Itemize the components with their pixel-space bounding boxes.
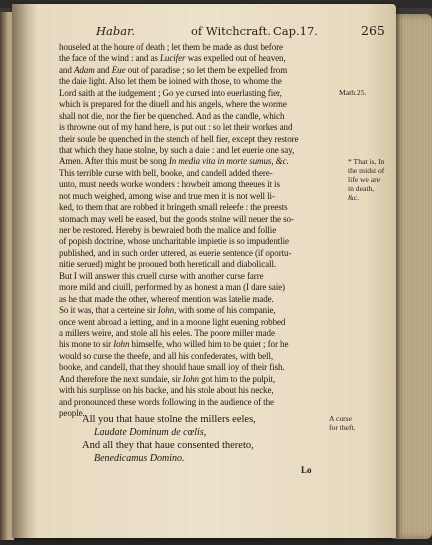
body-text [59, 42, 355, 419]
text-line [59, 42, 355, 53]
verse-line: Laudate Dominum de cœlis, [94, 427, 207, 438]
text-line [59, 156, 355, 167]
text-segment: And therefore the next sundaie, sir [59, 373, 183, 384]
text-line [59, 236, 355, 247]
margin-note-line: the midst of [348, 166, 385, 175]
text-segment: houseled at the houre of death ; let them be made as dust before [59, 42, 283, 52]
text-segment: This terrible curse with bell, booke, and candell added there- [59, 167, 273, 178]
text-segment: with his surplisse on his backe, and his stole about his necke, [59, 385, 274, 396]
text-line [59, 168, 355, 179]
text-line [59, 225, 355, 236]
text-segment: nitie serued) might be prooued both hereticall and diabolicall. [59, 259, 277, 270]
text-segment: shall not die, nor the fier be quenched. And as the candle, which [59, 110, 285, 121]
text-segment: not much weighed, among wise and true men it is not well li- [59, 190, 275, 201]
text-line [59, 99, 355, 110]
text-line [59, 317, 355, 328]
text-line [59, 65, 355, 76]
text-segment: unto, must needs worke wonders : howbeit among theeues it is [59, 179, 280, 190]
text-segment: out of paradise ; so let them be expelled from [125, 64, 288, 75]
right-page [12, 4, 396, 538]
catchword: Lo [301, 465, 312, 475]
text-segment: once went abroad a ietting, and in a moone light euening robbed [59, 316, 286, 327]
italic-text: Adam [73, 64, 95, 75]
text-segment: is throwne out of my hand here, is put out : so let their workes and [59, 122, 293, 133]
text-line [59, 214, 355, 225]
text-segment: a millers weire, and stole all his eeles. The poore miller made [59, 327, 275, 338]
text-line [59, 385, 355, 396]
text-segment: and [94, 64, 112, 75]
text-segment: people. [59, 408, 85, 418]
text-segment: ner be restored. Hereby is bewraied both the malice and follie [59, 225, 277, 235]
text-line [59, 282, 355, 293]
italic-text: Lucifer [160, 53, 186, 64]
margin-note-line: life we are [348, 175, 381, 184]
text-line [59, 248, 355, 259]
text-line [59, 145, 355, 156]
text-segment: and pronounced these words following in the audience of the [59, 396, 274, 407]
text-segment: as he that made the other, whereof mention was latelie made. [59, 293, 274, 304]
text-segment: , with some of his companie, [174, 305, 276, 316]
text-line [59, 76, 355, 87]
text-segment: published, and in such order uttered, as euerie sentence (if oportu- [59, 247, 292, 258]
text-line [59, 271, 355, 282]
text-segment: So it was, that a certeine sir [59, 305, 158, 316]
verse-block [64, 414, 256, 466]
margin-note-line: * That is, In [348, 157, 385, 166]
text-segment: which is prepared for the diuell and his angels, where the worme [59, 99, 287, 110]
running-header [12, 24, 396, 42]
text-line [59, 351, 355, 362]
page-number: 265 [361, 23, 385, 38]
text-segment: booke, and candell, that they should haue small ioy of their fish. [59, 362, 285, 373]
text-segment: their soule be quenched in the stench of hell fier, except they restore [59, 133, 299, 144]
header-left-word: Habar. [96, 24, 135, 38]
italic-text: Iohn [157, 305, 175, 316]
text-line [59, 374, 355, 385]
text-line [59, 122, 355, 133]
text-segment: and [59, 64, 74, 75]
text-segment: got him to the pulpit, [198, 373, 276, 384]
margin-note-translation [348, 157, 385, 202]
margin-note-math: Math.25. [339, 88, 367, 97]
italic-text: Iohn [182, 373, 199, 384]
header-chapter: Cap.17. [273, 24, 318, 38]
text-line [59, 397, 355, 408]
text-line [59, 88, 355, 99]
text-line [59, 134, 355, 145]
text-line [59, 328, 355, 339]
text-line [59, 191, 355, 202]
text-line [59, 53, 355, 64]
margin-note-curse [329, 414, 356, 432]
text-line [59, 305, 355, 316]
italic-text: Iohn [113, 339, 130, 350]
page-block-edge [392, 14, 432, 539]
text-segment: himselfe, who willed him to be quiet ; for he [129, 339, 289, 350]
margin-note-line: A curse [329, 414, 352, 423]
text-line [59, 111, 355, 122]
header-title: of Witchcraft. [191, 24, 271, 38]
text-segment: Amen. After this must be song [59, 156, 169, 167]
italic-text: Eue [111, 64, 126, 75]
text-segment: the daie light. Also let them be ioined with those, to whome the [59, 76, 282, 87]
text-segment: ked, to them that are robbed it bringeth small releefe : the preests [59, 202, 288, 213]
text-line [59, 294, 355, 305]
page-gutter-shadow [12, 4, 38, 538]
text-segment: was expelled out of heaven, [185, 53, 286, 64]
text-line [59, 179, 355, 190]
text-line [59, 259, 355, 270]
text-line [59, 202, 355, 213]
margin-note-line: &c. [348, 193, 360, 202]
text-segment: the face of the wind : and as [59, 53, 160, 64]
verse-line: And all they that haue consented thereto, [82, 440, 254, 451]
margin-note-line: in death, [348, 184, 375, 193]
verse-line: Benedicamus Domino. [94, 453, 185, 464]
text-segment: that which they haue stolne, by such a daie : and let euerie one say, [59, 144, 295, 155]
italic-text: In media vita in morte sumus, &c. [168, 156, 289, 167]
text-segment: more mild and ciuill, performed by as honest a man (I dare saie) [59, 282, 285, 293]
text-segment: Lord saith at the iudgement ; Go ye cursed into euerlasting fier, [59, 87, 282, 98]
text-segment: stomach may well be eased, but the goods stolne will neuer the so- [59, 213, 294, 224]
text-segment: of popish doctrine, whose uncharitable impietie is so impudentlie [59, 236, 289, 247]
text-segment: his mone to sir [59, 339, 114, 350]
text-line [59, 362, 355, 373]
verse-line: All you that haue stolne the millers eeles, [82, 414, 256, 425]
margin-note-line: for theft. [329, 423, 356, 432]
text-segment: would so curse the theefe, and all his confederates, with bell, [59, 350, 274, 361]
text-segment: But I will answer this cruell curse with another curse farre [59, 270, 264, 281]
text-line [59, 339, 355, 350]
